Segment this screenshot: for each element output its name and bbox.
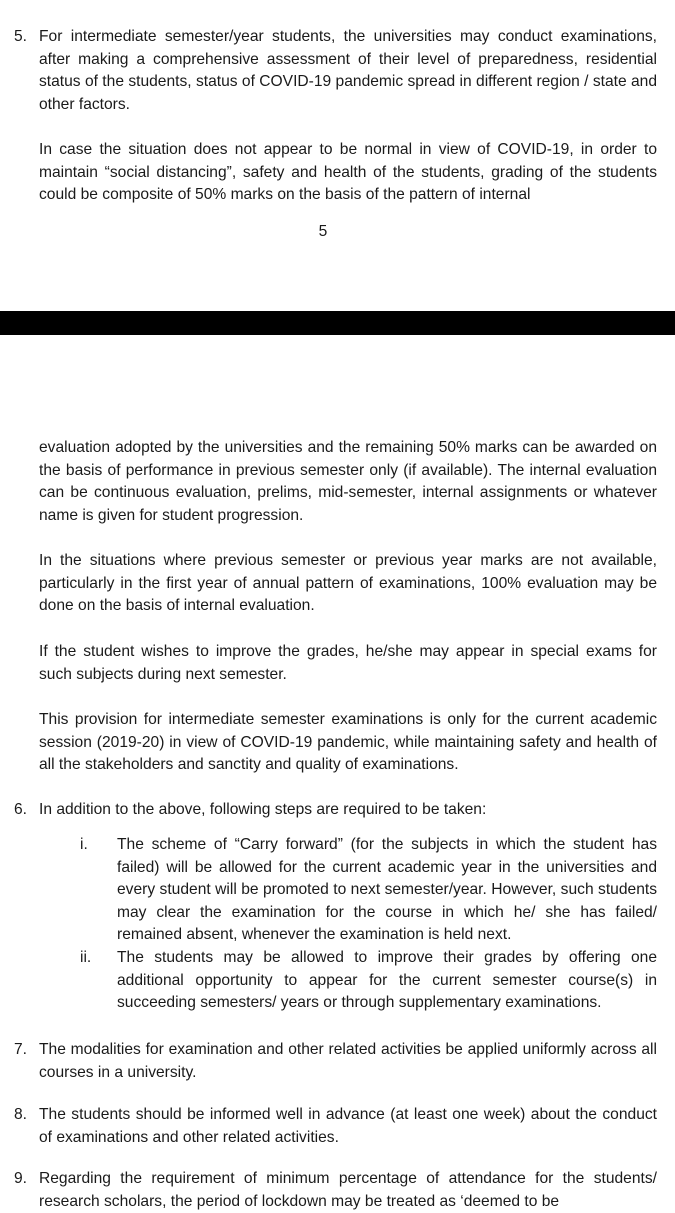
paragraph-evaluation: evaluation adopted by the universities and the remaining 50% marks can be awarded on the basis of performance in previous semester only (if available). The internal evaluation can be continuous evaluation, prelims, mid-semester, internal assignments or whatever name is given for student progression. — [39, 439, 657, 524]
item-8-text: The students should be informed well in advance (at least one week) about the conduct of examinations and other related activities. — [39, 1106, 657, 1146]
item-6-text: In addition to the above, following steps are required to be taken: — [39, 801, 487, 818]
item-7-text: The modalities for examination and other related activities be applied uniformly across all courses in a university. — [39, 1041, 657, 1081]
page-separator — [0, 311, 675, 335]
item-number: 6. — [14, 801, 28, 818]
item-9-text: Regarding the requirement of minimum percentage of attendance for the students/ research scholars, the period of lockdown may be treated as ‘deemed to be — [39, 1170, 657, 1210]
subitem-carry-forward: The scheme of “Carry forward” (for the subjects in which the student has failed) will be allowed for the current academic year in the universities and every student will be promoted to next semester/year. However, such students may clear the examination for the course in which he/ she has failed/ remained absent, whenever the examination is held next. — [117, 836, 657, 944]
item-number: 5. — [14, 28, 28, 45]
document-page-top — [0, 0, 675, 311]
paragraph-previous-marks: In the situations where previous semester or previous year marks are not available, particularly in the first year of annual pattern of examinations, 100% evaluation may be done on the basis of internal evaluation. — [39, 552, 657, 615]
subitem-improve-opportunity: The students may be allowed to improve their grades by offering one additional opportunity to appear for the current semester course(s) in succeeding semesters/ years or through supplementary examinations. — [117, 949, 657, 1012]
paragraph-provision: This provision for intermediate semester examinations is only for the current academic session (2019-20) in view of COVID-19 pandemic, while maintaining safety and health of all the stakeholders and sanctity and quality of examinations. — [39, 711, 657, 774]
paragraph-improve-grades: If the student wishes to improve the grades, he/she may appear in special exams for such subjects during next semester. — [39, 643, 657, 683]
item-number: 9. — [14, 1170, 28, 1187]
subitem-numeral: ii. — [80, 949, 92, 966]
item-5-text: For intermediate semester/year students, the universities may conduct examinations, after making a comprehensive assessment of their level of preparedness, residential status of the students, status of COVID-19 pandemic spread in different region / state and other factors. — [39, 28, 657, 113]
subitem-numeral: i. — [80, 836, 88, 853]
item-number: 7. — [14, 1041, 28, 1058]
paragraph-case-situation: In case the situation does not appear to be normal in view of COVID-19, in order to maintain “social distancing”, safety and health of the students, grading of the students could be composite of 50% marks on the basis of the pattern of internal — [39, 141, 657, 204]
page-number: 5 — [318, 223, 328, 240]
item-number: 8. — [14, 1106, 28, 1123]
